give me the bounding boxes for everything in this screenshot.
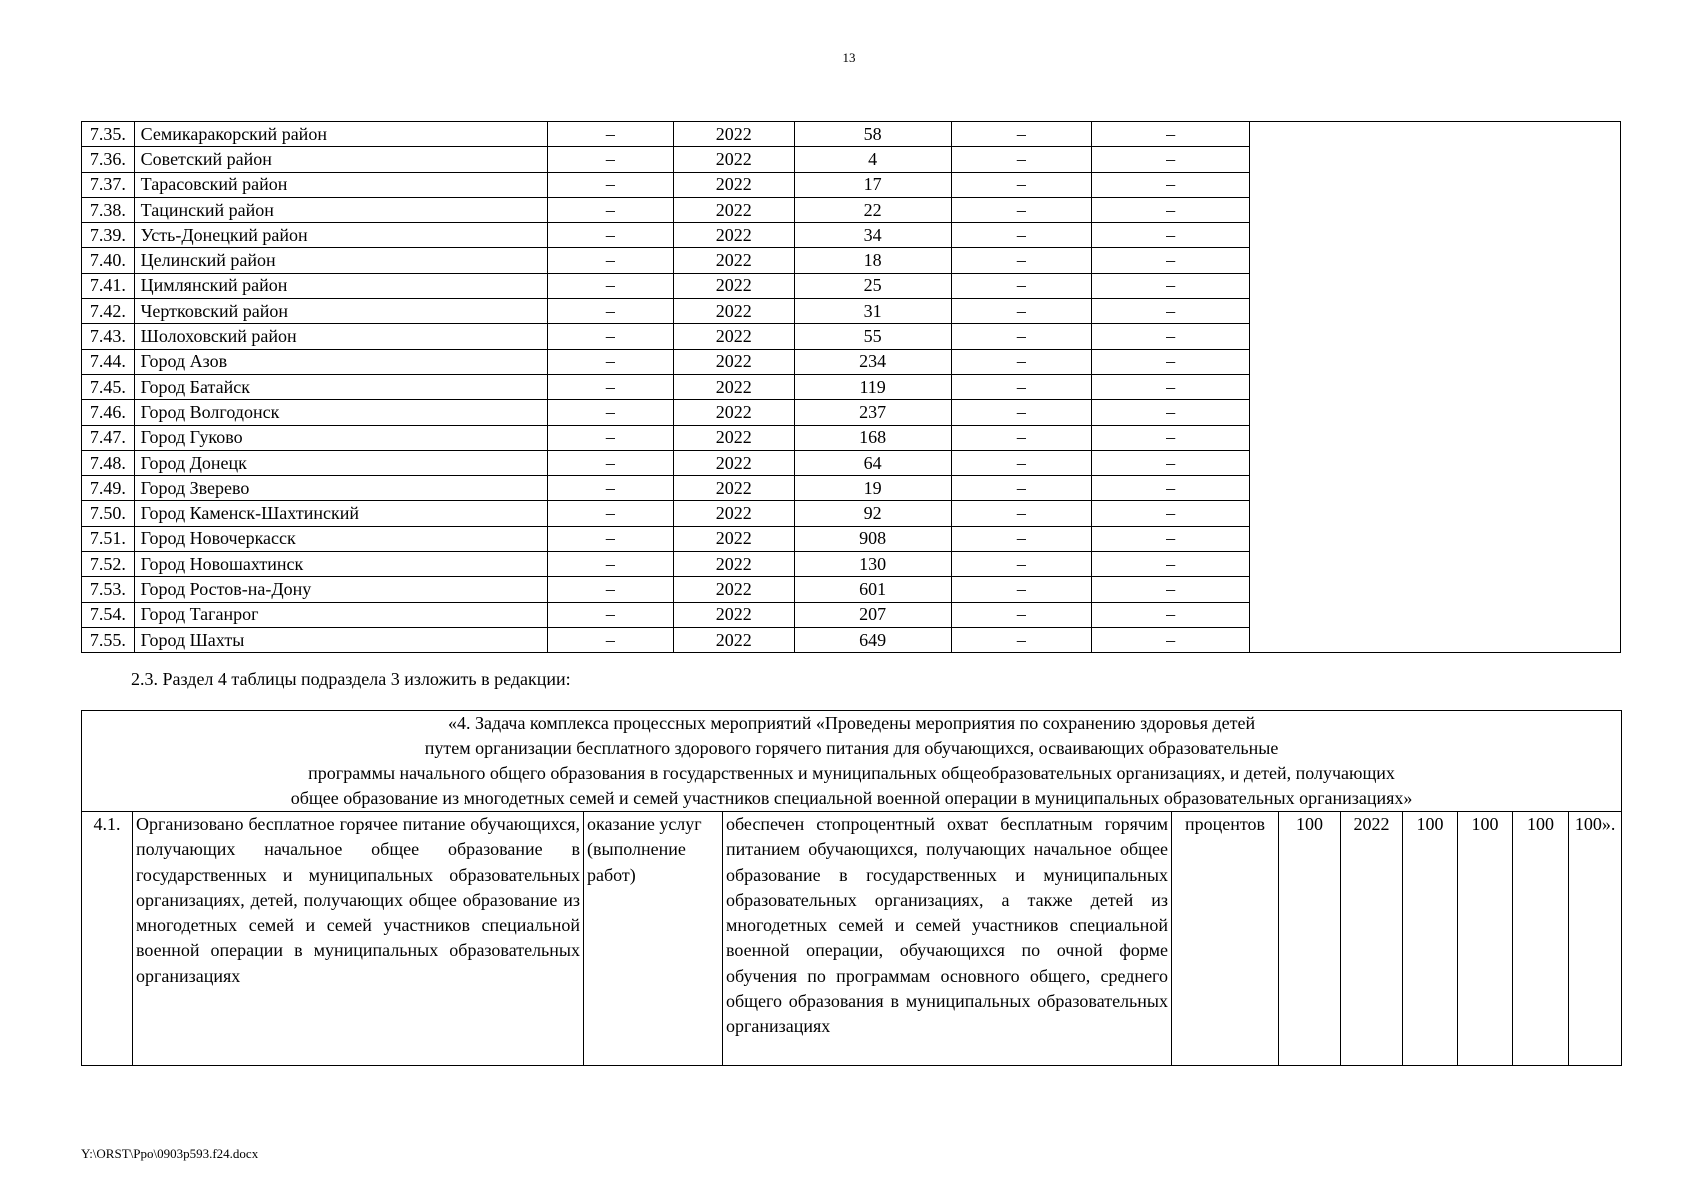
cell-dash: – xyxy=(1092,349,1250,374)
year-cell: 2022 xyxy=(673,602,794,627)
districts-table xyxy=(81,121,1621,653)
event-type: оказание услуг (выполнение работ) xyxy=(584,812,723,1066)
value-cell: 601 xyxy=(794,577,951,602)
year-cell: 2022 xyxy=(673,577,794,602)
year-cell: 2022 xyxy=(673,627,794,652)
cell-dash: – xyxy=(951,374,1091,399)
value-cell: 34 xyxy=(794,223,951,248)
value-cell: 55 xyxy=(794,324,951,349)
row-number: 7.37. xyxy=(82,172,135,197)
cell-dash: – xyxy=(951,349,1091,374)
value-1: 100 xyxy=(1403,812,1458,1066)
district-name: Чертковский район xyxy=(134,299,547,324)
row-number: 7.54. xyxy=(82,602,135,627)
cell-dash: – xyxy=(547,374,673,399)
row-number: 7.46. xyxy=(82,400,135,425)
cell-dash: – xyxy=(1092,197,1250,222)
value-2: 100 xyxy=(1458,812,1513,1066)
district-name: Семикаракорский район xyxy=(134,122,547,147)
cell-dash: – xyxy=(1092,223,1250,248)
cell-dash: – xyxy=(1092,400,1250,425)
district-name: Город Донецк xyxy=(134,450,547,475)
district-name: Город Шахты xyxy=(134,627,547,652)
year-cell: 2022 xyxy=(673,425,794,450)
cell-dash: – xyxy=(1092,172,1250,197)
cell-dash: – xyxy=(951,577,1091,602)
cell-dash: – xyxy=(951,122,1091,147)
cell-dash: – xyxy=(1092,425,1250,450)
cell-dash: – xyxy=(1092,122,1250,147)
value-cell: 18 xyxy=(794,248,951,273)
row-number: 7.40. xyxy=(82,248,135,273)
year-cell: 2022 xyxy=(673,400,794,425)
unit: процентов xyxy=(1172,812,1279,1066)
cell-dash: – xyxy=(951,172,1091,197)
cell-dash: – xyxy=(951,501,1091,526)
cell-dash: – xyxy=(951,425,1091,450)
cell-dash: – xyxy=(1092,374,1250,399)
row-number: 7.41. xyxy=(82,273,135,298)
cell-dash: – xyxy=(951,324,1091,349)
base-year: 2022 xyxy=(1341,812,1403,1066)
cell-dash: – xyxy=(1092,501,1250,526)
district-name: Усть-Донецкий район xyxy=(134,223,547,248)
cell-dash: – xyxy=(547,552,673,577)
event-description: Организовано бесплатное горячее питание обучающихся, получающих начальное общее образование в государственных и муниципальных образовательных организациях, детей, получающих общее образование из многодетных семей и семей участников специальной военной операции в муниципальных образовательных организациях xyxy=(133,812,584,1066)
section-instruction: 2.3. Раздел 4 таблицы подраздела 3 изложить в редакции: xyxy=(131,669,571,689)
value-cell: 19 xyxy=(794,476,951,501)
cell-dash: – xyxy=(547,248,673,273)
value-cell: 234 xyxy=(794,349,951,374)
cell-dash: – xyxy=(1092,273,1250,298)
cell-dash: – xyxy=(951,299,1091,324)
value-cell: 25 xyxy=(794,273,951,298)
cell-dash: – xyxy=(547,526,673,551)
district-name: Город Новошахтинск xyxy=(134,552,547,577)
district-name: Город Ростов-на-Дону xyxy=(134,577,547,602)
cell-dash: – xyxy=(951,248,1091,273)
district-name: Город Новочеркасск xyxy=(134,526,547,551)
row-number: 7.36. xyxy=(82,147,135,172)
district-name: Цимлянский район xyxy=(134,273,547,298)
value-cell: 64 xyxy=(794,450,951,475)
district-name: Город Волгодонск xyxy=(134,400,547,425)
task-header xyxy=(82,711,1622,812)
year-cell: 2022 xyxy=(673,349,794,374)
cell-dash: – xyxy=(547,627,673,652)
cell-dash: – xyxy=(1092,450,1250,475)
task-header-line: путем организации бесплатного здорового горячего питания для обучающихся, осваивающих образовательные xyxy=(424,738,1279,758)
empty-column xyxy=(1250,122,1621,653)
cell-dash: – xyxy=(1092,627,1250,652)
row-number: 7.38. xyxy=(82,197,135,222)
cell-dash: – xyxy=(951,552,1091,577)
value-cell: 649 xyxy=(794,627,951,652)
cell-dash: – xyxy=(951,223,1091,248)
year-cell: 2022 xyxy=(673,147,794,172)
row-number: 7.51. xyxy=(82,526,135,551)
row-number: 7.39. xyxy=(82,223,135,248)
value-cell: 237 xyxy=(794,400,951,425)
district-name: Город Каменск-Шахтинский xyxy=(134,501,547,526)
row-number: 7.53. xyxy=(82,577,135,602)
cell-dash: – xyxy=(951,147,1091,172)
year-cell: 2022 xyxy=(673,273,794,298)
row-number: 7.48. xyxy=(82,450,135,475)
value-cell: 17 xyxy=(794,172,951,197)
year-cell: 2022 xyxy=(673,374,794,399)
cell-dash: – xyxy=(547,223,673,248)
value-cell: 58 xyxy=(794,122,951,147)
year-cell: 2022 xyxy=(673,324,794,349)
footer-path: Y:\ORST\Ppo\0903p593.f24.docx xyxy=(81,1146,259,1161)
year-cell: 2022 xyxy=(673,172,794,197)
district-name: Город Азов xyxy=(134,349,547,374)
task-header-line: программы начального общего образования в государственных и муниципальных общеобразовательных организациях, и детей, получающих xyxy=(308,763,1395,783)
cell-dash: – xyxy=(547,324,673,349)
district-name: Советский район xyxy=(134,147,547,172)
cell-dash: – xyxy=(951,602,1091,627)
value-cell: 4 xyxy=(794,147,951,172)
district-name: Тарасовский район xyxy=(134,172,547,197)
year-cell: 2022 xyxy=(673,476,794,501)
row-number: 7.49. xyxy=(82,476,135,501)
cell-dash: – xyxy=(951,526,1091,551)
row-number: 7.42. xyxy=(82,299,135,324)
table-row xyxy=(82,812,1622,1066)
year-cell: 2022 xyxy=(673,450,794,475)
cell-dash: – xyxy=(1092,552,1250,577)
cell-dash: – xyxy=(1092,147,1250,172)
year-cell: 2022 xyxy=(673,248,794,273)
cell-dash: – xyxy=(547,450,673,475)
year-cell: 2022 xyxy=(673,223,794,248)
district-name: Город Гуково xyxy=(134,425,547,450)
row-number: 7.44. xyxy=(82,349,135,374)
value-cell: 92 xyxy=(794,501,951,526)
year-cell: 2022 xyxy=(673,197,794,222)
row-number: 4.1. xyxy=(82,812,133,1066)
cell-dash: – xyxy=(1092,324,1250,349)
cell-dash: – xyxy=(1092,476,1250,501)
cell-dash: – xyxy=(547,349,673,374)
district-name: Город Таганрог xyxy=(134,602,547,627)
cell-dash: – xyxy=(951,273,1091,298)
cell-dash: – xyxy=(547,476,673,501)
task-table xyxy=(81,710,1622,1066)
row-number: 7.45. xyxy=(82,374,135,399)
row-number: 7.43. xyxy=(82,324,135,349)
value-cell: 130 xyxy=(794,552,951,577)
cell-dash: – xyxy=(951,476,1091,501)
year-cell: 2022 xyxy=(673,122,794,147)
district-name: Город Зверево xyxy=(134,476,547,501)
cell-dash: – xyxy=(547,122,673,147)
year-cell: 2022 xyxy=(673,526,794,551)
cell-dash: – xyxy=(547,172,673,197)
cell-dash: – xyxy=(547,147,673,172)
event-result: обеспечен стопроцентный охват бесплатным горячим питанием обучающихся, получающих начальное общее образование в государственных и муниципальных образовательных организациях, а также детей из многодетных семей и семей участников специальной военной операции, обучающихся по очной форме обучения по программам основного общего, среднего общего образования в муниципальных образовательных организациях xyxy=(723,812,1172,1066)
year-cell: 2022 xyxy=(673,501,794,526)
year-cell: 2022 xyxy=(673,552,794,577)
cell-dash: – xyxy=(547,501,673,526)
value-cell: 207 xyxy=(794,602,951,627)
task-header-line: «4. Задача комплекса процессных мероприятий «Проведены мероприятия по сохранению здоровья детей xyxy=(447,713,1256,733)
row-number: 7.47. xyxy=(82,425,135,450)
district-name: Целинский район xyxy=(134,248,547,273)
cell-dash: – xyxy=(951,627,1091,652)
table-row xyxy=(82,122,1621,147)
district-name: Шолоховский район xyxy=(134,324,547,349)
cell-dash: – xyxy=(1092,602,1250,627)
cell-dash: – xyxy=(1092,526,1250,551)
cell-dash: – xyxy=(1092,299,1250,324)
district-name: Тацинский район xyxy=(134,197,547,222)
value-cell: 22 xyxy=(794,197,951,222)
cell-dash: – xyxy=(547,577,673,602)
cell-dash: – xyxy=(1092,577,1250,602)
district-name: Город Батайск xyxy=(134,374,547,399)
value-cell: 168 xyxy=(794,425,951,450)
row-number: 7.50. xyxy=(82,501,135,526)
value-cell: 908 xyxy=(794,526,951,551)
cell-dash: – xyxy=(547,273,673,298)
row-number: 7.35. xyxy=(82,122,135,147)
cell-dash: – xyxy=(951,400,1091,425)
cell-dash: – xyxy=(547,602,673,627)
base-value: 100 xyxy=(1279,812,1341,1066)
row-number: 7.52. xyxy=(82,552,135,577)
cell-dash: – xyxy=(1092,248,1250,273)
row-number: 7.55. xyxy=(82,627,135,652)
value-cell: 31 xyxy=(794,299,951,324)
value-4: 100». xyxy=(1569,812,1622,1066)
value-3: 100 xyxy=(1513,812,1569,1066)
cell-dash: – xyxy=(951,450,1091,475)
year-cell: 2022 xyxy=(673,299,794,324)
cell-dash: – xyxy=(547,400,673,425)
cell-dash: – xyxy=(547,197,673,222)
task-header-line: общее образование из многодетных семей и семей участников специальной военной операции в муниципальных образовательных организациях» xyxy=(290,788,1413,808)
cell-dash: – xyxy=(547,425,673,450)
value-cell: 119 xyxy=(794,374,951,399)
cell-dash: – xyxy=(547,299,673,324)
page-number: 13 xyxy=(842,50,856,65)
cell-dash: – xyxy=(951,197,1091,222)
